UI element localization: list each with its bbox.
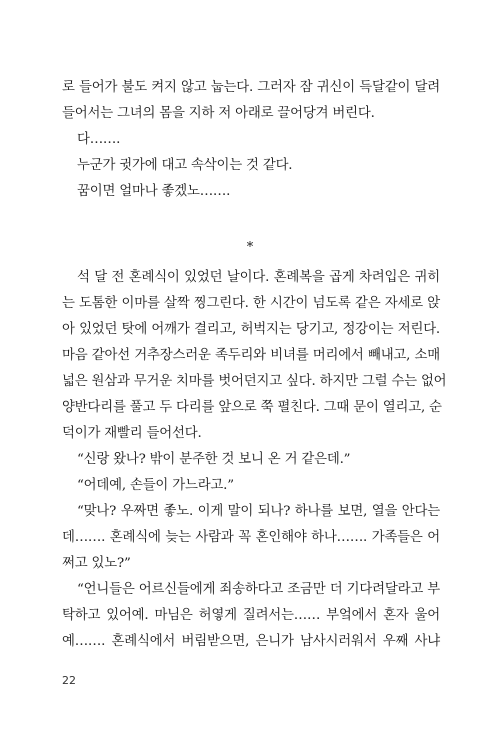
- body-line: 로 들어가 불도 켜지 않고 눕는다. 그러자 잠 귀신이 득달같이 달려: [62, 80, 440, 95]
- body-line: 양반다리를 풀고 두 다리를 앞으로 쭉 펼친다. 그때 문이 열리고, 순: [62, 400, 442, 415]
- section-separator: *: [246, 240, 254, 255]
- body-line: 덕이가 재빨리 들어선다.: [62, 426, 202, 441]
- body-line: 넓은 원삼과 무거운 치마를 벗어던지고 싶다. 하지만 그럴 수는 없어: [62, 374, 447, 389]
- dialogue-line: “맞나? 우짜면 좋노. 이게 말이 되나? 하나를 보면, 열을 안다는: [77, 504, 440, 519]
- dialogue-line: “신랑 왔나? 밖이 분주한 것 보니 온 거 같은데.”: [77, 452, 351, 467]
- body-line: 마음 같아선 거추장스러운 족두리와 비녀를 머리에서 빼내고, 소매: [62, 348, 440, 363]
- body-line: 들어서는 그녀의 몸을 지하 저 아래로 끌어당겨 버린다.: [62, 106, 375, 121]
- dialogue-line: “어데예, 손들이 가느라고.”: [77, 478, 234, 493]
- body-line: 다…….: [77, 132, 121, 147]
- body-line: 아 있었던 탓에 어깨가 결리고, 허벅지는 당기고, 정강이는 저린다.: [62, 322, 440, 337]
- body-line: 는 도톰한 이마를 살짝 찡그린다. 한 시간이 넘도록 같은 자세로 앉: [62, 296, 440, 311]
- body-line: 누군가 귓가에 대고 속삭이는 것 같다.: [77, 158, 293, 173]
- dialogue-line: 데……. 혼례식에 늦는 사람과 꼭 혼인해야 하나……. 가족들은 어: [62, 530, 440, 545]
- dialogue-line: “언니들은 어르신들에게 죄송하다고 조금만 더 기다려달라고 부: [77, 582, 440, 597]
- dialogue-line: 예……. 혼례식에서 버림받으면, 은니가 남사시러워서 우째 사냐: [62, 634, 440, 649]
- dialogue-line: 쩌고 있노?”: [62, 556, 131, 571]
- body-line: 석 달 전 혼례식이 있었던 날이다. 혼례복을 곱게 차려입은 귀히: [77, 270, 440, 285]
- page-number: 22: [62, 674, 76, 687]
- body-line: 꿈이면 얼마나 좋겠노…….: [77, 184, 231, 199]
- dialogue-line: 탁하고 있어예. 마님은 허옇게 질려서는…… 부엌에서 혼자 울어: [62, 608, 440, 623]
